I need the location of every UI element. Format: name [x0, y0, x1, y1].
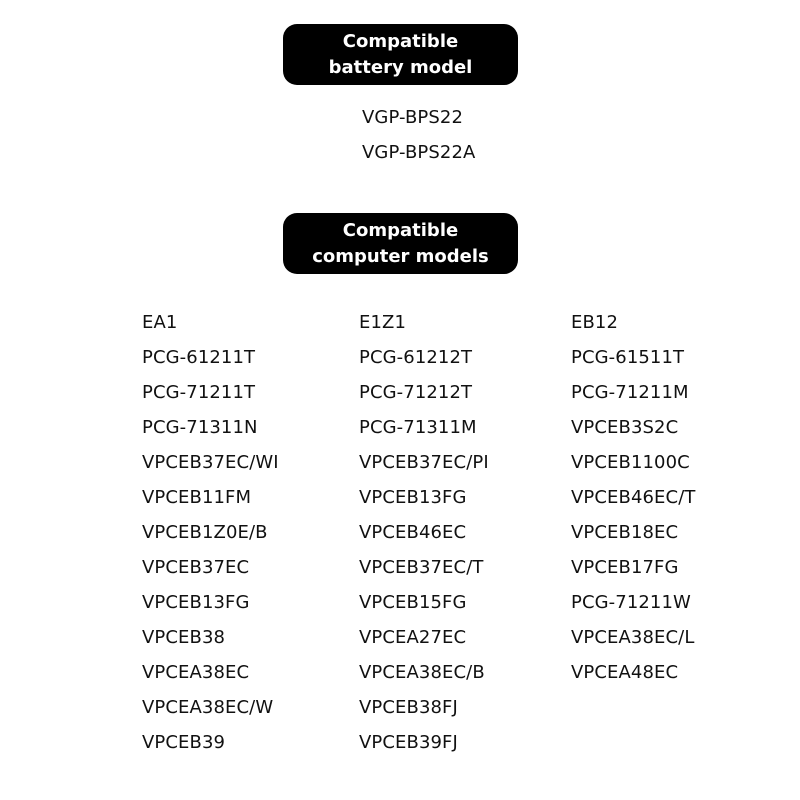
- computer-model-item: E1Z1: [359, 312, 407, 333]
- computer-model-item: VPCEB39: [142, 732, 226, 753]
- computer-model-item: EA1: [142, 312, 178, 333]
- computer-model-item: VPCEB11FM: [142, 487, 252, 508]
- computer-model-item: VPCEB1Z0E/B: [142, 522, 268, 543]
- computer-model-item: PCG-71311M: [359, 417, 477, 438]
- computer-model-item: VPCEB15FG: [359, 592, 467, 613]
- computer-model-item: VPCEB3S2C: [571, 417, 679, 438]
- computer-model-item: VPCEA48EC: [571, 662, 679, 683]
- battery-model-item: VGP-BPS22A: [362, 142, 476, 163]
- computer-model-item: VPCEB37EC/PI: [359, 452, 489, 473]
- computer-model-item: VPCEA38EC/L: [571, 627, 695, 648]
- computer-model-item: PCG-71211M: [571, 382, 689, 403]
- computer-model-item: VPCEB17FG: [571, 557, 679, 578]
- computer-model-item: VPCEA27EC: [359, 627, 467, 648]
- computer-model-item: PCG-71211W: [571, 592, 691, 613]
- computer-model-item: VPCEA38EC: [142, 662, 250, 683]
- computer-model-item: PCG-61211T: [142, 347, 256, 368]
- computer-model-item: EB12: [571, 312, 619, 333]
- computer-model-item: PCG-61212T: [359, 347, 473, 368]
- battery-model-heading: [283, 24, 518, 85]
- computer-model-item: VPCEB37EC/WI: [142, 452, 279, 473]
- computer-model-item: VPCEA38EC/B: [359, 662, 485, 683]
- computer-model-item: PCG-71212T: [359, 382, 473, 403]
- battery-heading-line1: Compatible: [342, 30, 459, 52]
- computer-model-item: VPCEB37EC/T: [359, 557, 484, 578]
- computer-model-item: PCG-71311N: [142, 417, 258, 438]
- computer-model-item: VPCEB39FJ: [359, 732, 458, 753]
- computer-model-item: VPCEB13FG: [142, 592, 250, 613]
- battery-heading-line2: battery model: [328, 56, 473, 78]
- computer-model-item: VPCEB1100C: [571, 452, 690, 473]
- computer-model-item: PCG-61511T: [571, 347, 685, 368]
- computer-models-column-2: [359, 305, 489, 760]
- computer-heading-line2: computer models: [312, 245, 489, 267]
- computer-model-item: VPCEA38EC/W: [142, 697, 274, 718]
- battery-model-item: VGP-BPS22: [362, 107, 464, 128]
- computer-model-item: VPCEB46EC: [359, 522, 467, 543]
- computer-model-item: VPCEB46EC/T: [571, 487, 696, 508]
- computer-model-item: PCG-71211T: [142, 382, 256, 403]
- computer-models-column-1: [142, 305, 279, 760]
- computer-models-column-3: [571, 305, 695, 690]
- computer-model-item: VPCEB37EC: [142, 557, 250, 578]
- computer-model-item: VPCEB38FJ: [359, 697, 458, 718]
- battery-model-list: [362, 100, 475, 170]
- computer-model-item: VPCEB38: [142, 627, 226, 648]
- computer-model-item: VPCEB18EC: [571, 522, 679, 543]
- computer-heading-line1: Compatible: [342, 219, 459, 241]
- computer-models-heading: [283, 213, 518, 274]
- computer-model-item: VPCEB13FG: [359, 487, 467, 508]
